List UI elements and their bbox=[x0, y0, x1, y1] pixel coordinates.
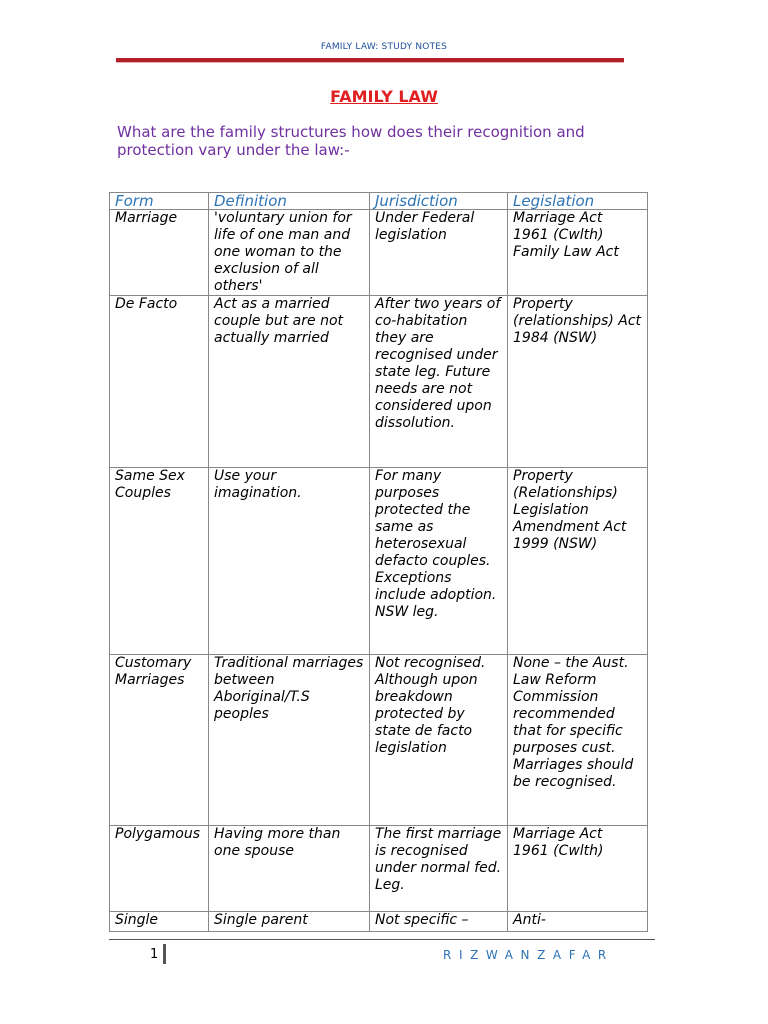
cell-legislation: Property (Relationships) Legislation Amendment Act 1999 (NSW) bbox=[508, 468, 648, 655]
page-number-separator bbox=[163, 944, 166, 964]
cell-jurisdiction: For many purposes protected the same as heterosexual defacto couples. Exceptions include adoption. NSW leg. bbox=[370, 468, 508, 655]
cell-legislation: Marriage Act 1961 (Cwlth) Family Law Act bbox=[508, 210, 648, 296]
table-row bbox=[110, 296, 648, 468]
cell-legislation: None – the Aust. Law Reform Commission recommended that for specific purposes cust. Marriages should be recognised. bbox=[508, 655, 648, 826]
footer-rule bbox=[109, 939, 655, 940]
table-row bbox=[110, 826, 648, 912]
cell-definition: Use your imagination. bbox=[209, 468, 370, 655]
page-number: 1 bbox=[150, 947, 159, 962]
cell-definition: Having more than one spouse bbox=[209, 826, 370, 912]
document-title: FAMILY LAW bbox=[330, 87, 438, 106]
column-header-form: Form bbox=[110, 193, 209, 210]
table-row bbox=[110, 655, 648, 826]
table-row bbox=[110, 210, 648, 296]
running-header: FAMILY LAW: STUDY NOTES bbox=[320, 42, 448, 52]
column-header-definition: Definition bbox=[209, 193, 370, 210]
cell-form: Customary Marriages bbox=[110, 655, 209, 826]
table-row bbox=[110, 912, 648, 932]
cell-jurisdiction: The first marriage is recognised under normal fed. Leg. bbox=[370, 826, 508, 912]
cell-definition: Traditional marriages between Aboriginal/T.S peoples bbox=[209, 655, 370, 826]
column-header-legislation: Legislation bbox=[508, 193, 648, 210]
cell-form: Polygamous bbox=[110, 826, 209, 912]
cell-form: Same Sex Couples bbox=[110, 468, 209, 655]
family-structures-table bbox=[109, 192, 648, 932]
cell-form: Marriage bbox=[110, 210, 209, 296]
cell-definition: Single parent bbox=[209, 912, 370, 932]
column-header-jurisdiction: Jurisdiction bbox=[370, 193, 508, 210]
table-header-row bbox=[110, 193, 648, 210]
cell-legislation: Anti- bbox=[508, 912, 648, 932]
cell-legislation: Property (relationships) Act 1984 (NSW) bbox=[508, 296, 648, 468]
cell-jurisdiction: Not specific – bbox=[370, 912, 508, 932]
cell-legislation: Marriage Act 1961 (Cwlth) bbox=[508, 826, 648, 912]
author-name: RIZWANZAFAR bbox=[443, 948, 614, 962]
table-row bbox=[110, 468, 648, 655]
cell-jurisdiction: Not recognised. Although upon breakdown protected by state de facto legislation bbox=[370, 655, 508, 826]
cell-form: Single bbox=[110, 912, 209, 932]
question-text: What are the family structures how does their recognition and protection vary under the law:- bbox=[117, 123, 585, 159]
cell-jurisdiction: After two years of co-habitation they are recognised under state leg. Future needs are not considered upon dissolution. bbox=[370, 296, 508, 468]
header-rule bbox=[116, 58, 624, 63]
cell-form: De Facto bbox=[110, 296, 209, 468]
cell-jurisdiction: Under Federal legislation bbox=[370, 210, 508, 296]
cell-definition: 'voluntary union for life of one man and one woman to the exclusion of all others' bbox=[209, 210, 370, 296]
cell-definition: Act as a married couple but are not actually married bbox=[209, 296, 370, 468]
